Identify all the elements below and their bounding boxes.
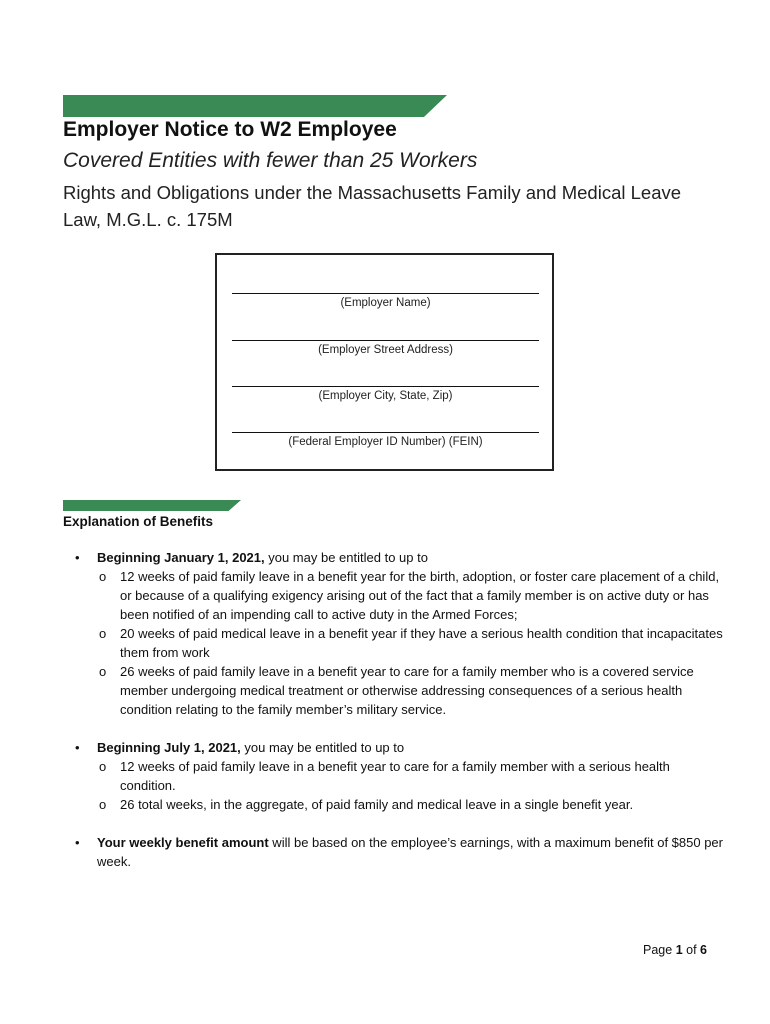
list-item-text: 26 total weeks, in the aggregate, of paid family and medical leave in a single benefit year. [120,797,634,812]
benefit-lead-text: you may be entitled to up to [264,550,428,565]
employer-fein-field[interactable] [232,432,539,448]
employer-info-box [215,253,554,471]
bullet-dot: • [75,550,80,565]
benefit-lead-text: will be based on the employee’s earnings, with a maximum benefit of $850 per week. [97,835,723,869]
section-green-banner [63,500,241,511]
document-subtitle: Covered Entities with fewer than 25 Workers [63,149,478,172]
employer-city-field[interactable] [232,386,539,402]
sub-bullet: o [99,626,107,641]
benefits-list [63,548,723,871]
list-item [97,567,723,624]
list-item [97,662,723,719]
employer-name-field[interactable] [232,293,539,309]
list-item [97,624,723,662]
document-intro: Rights and Obligations under the Massachusetts Family and Medical Leave Law, M.G.L. c. 175M [63,182,682,230]
list-item-text: 26 weeks of paid family leave in a benefit year to care for a family member who is a covered service member undergoing medical treatment or otherwise addressing consequences of a serious health condition relating to the family member’s military service. [120,664,694,717]
bullet-dot: • [75,835,80,850]
page-of: of [686,943,697,957]
benefit-lead-bold: Beginning January 1, 2021, [97,550,265,565]
employer-fein-label: (Federal Employer ID Number) (FEIN) [288,436,483,448]
sub-bullet: o [99,797,107,812]
sub-bullet: o [99,759,107,774]
benefit-lead [97,548,723,567]
list-item [97,757,723,795]
page-current: 1 [675,943,683,957]
employer-street-field[interactable] [232,340,539,356]
document-title: Employer Notice to W2 Employee [63,118,397,141]
benefit-lead-bold: Beginning July 1, 2021, [97,740,241,755]
page-number [643,943,707,957]
page-total: 6 [700,943,707,957]
employer-city-label: (Employer City, State, Zip) [318,390,453,402]
sub-bullet: o [99,664,107,679]
benefit-block-weekly-amount [63,833,723,871]
list-item-text: 12 weeks of paid family leave in a benefit year to care for a family member with a serious health condition. [120,759,670,793]
benefit-block-jan-2021 [63,548,723,719]
sub-bullet: o [99,569,107,584]
benefit-lead [97,833,723,871]
benefit-block-jul-2021 [63,738,723,814]
page-word: Page [643,943,673,957]
list-item-text: 12 weeks of paid family leave in a benefit year for the birth, adoption, or foster care placement of a child, or because of a qualifying exigency arising out of the fact that a family member is on active duty or has been notified of an impending call to active duty in the Armed Forces; [120,569,720,622]
benefit-lead-text: you may be entitled to up to [240,740,405,755]
list-item-text: 20 weeks of paid medical leave in a benefit year if they have a serious health condition that incapacitates them from work [120,626,723,660]
benefit-lead-bold: Your weekly benefit amount [97,835,269,850]
benefit-lead [97,738,723,757]
employer-name-label: (Employer Name) [340,297,431,309]
section-heading: Explanation of Benefits [63,514,214,529]
list-item [97,795,723,814]
employer-street-label: (Employer Street Address) [318,344,453,356]
bullet-dot: • [75,740,80,755]
header-green-banner [63,95,447,117]
